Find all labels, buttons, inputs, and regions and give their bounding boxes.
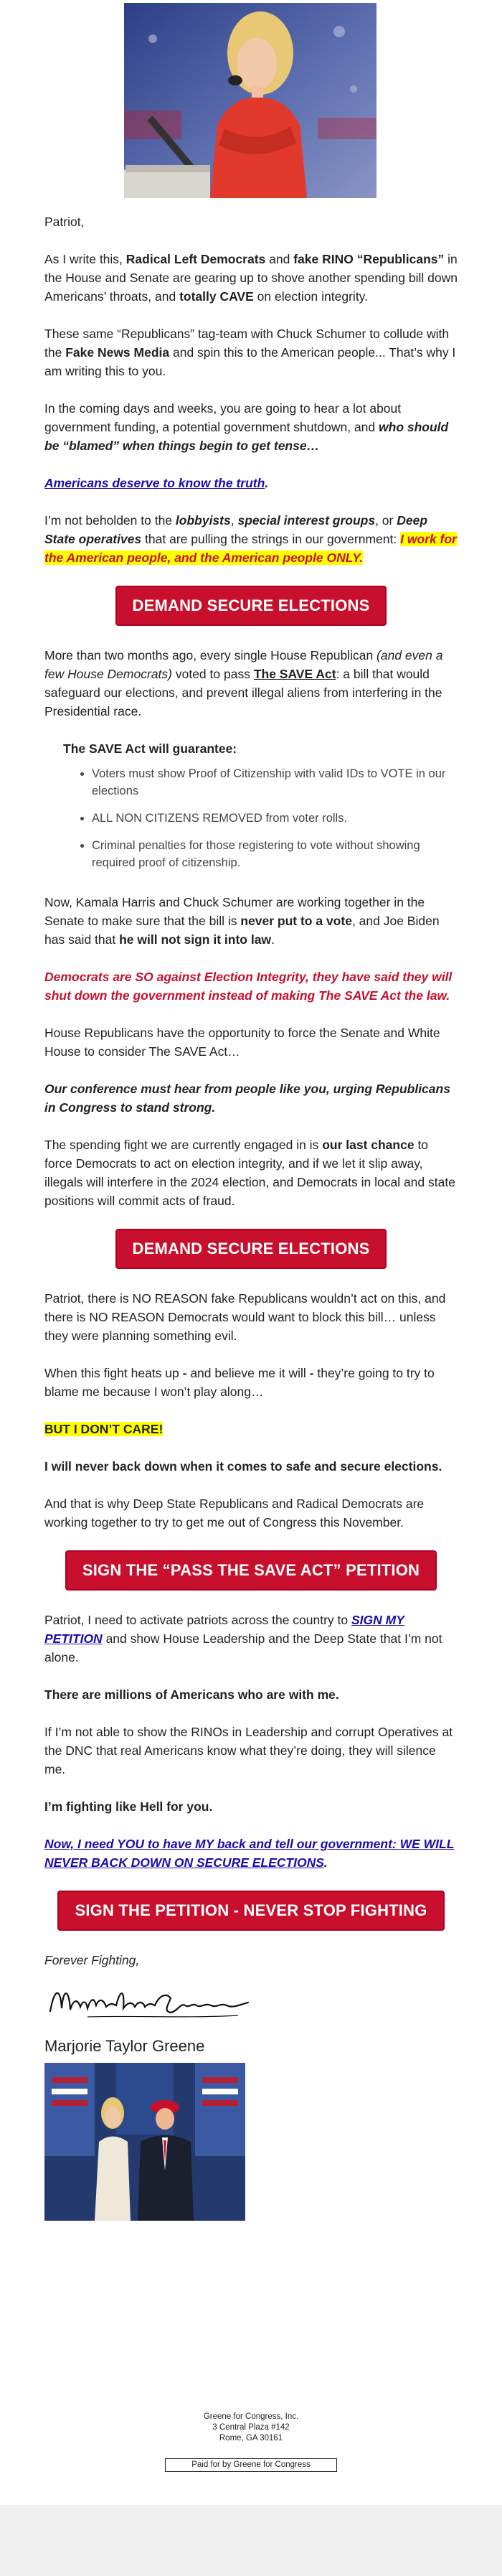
sign-my-petition-link[interactable]: SIGN MY PETITION [44, 1613, 404, 1646]
demand-secure-elections-button[interactable]: DEMAND SECURE ELECTIONS [115, 1229, 387, 1269]
text: The spending fight we are currently engaged in is [44, 1138, 323, 1152]
text-bold: I will never back down when it comes to safe and secure elections. [44, 1459, 442, 1474]
paragraph-conference [44, 1079, 458, 1117]
greeting: Patriot, [44, 215, 85, 229]
footer [0, 2412, 502, 2472]
demand-secure-elections-button[interactable]: DEMAND SECURE ELECTIONS [115, 586, 387, 626]
paragraph-fight-heats [44, 1364, 458, 1401]
text: When this fight heats up [44, 1366, 183, 1380]
paragraph-activate [44, 1611, 458, 1667]
have-my-back-link[interactable]: Now, I need YOU to have MY back and tell our government: WE WILL NEVER BACK DOWN ON SECURE ELECTIONS [44, 1837, 455, 1870]
text: they’re going to try to blame me because I won’t play along… [44, 1366, 435, 1399]
paragraph-harris-schumer [44, 893, 458, 949]
signature-graphic [44, 1974, 260, 2030]
button-row-4 [44, 1891, 458, 1931]
text-bold: never put to a vote [240, 914, 352, 928]
text: In the coming days and weeks, you are going to hear a lot about government funding, a potential government shutdown, and [44, 401, 402, 434]
text-bold: totally CAVE [179, 289, 254, 304]
text-bold: - [182, 1366, 187, 1380]
text-bold: fake RINO “Republicans” [293, 252, 445, 266]
text-bold: he will not sign it into law [119, 932, 272, 947]
save-act-name: The SAVE Act [253, 667, 336, 681]
email-body [44, 212, 458, 2221]
signature-image [44, 1974, 458, 2030]
list-item: • Criminal penalties for those registering to vote without showing required proof of citizenship. [92, 837, 458, 871]
text: , [230, 513, 238, 528]
paragraph-opportunity: House Republicans have the opportunity to force the Senate and White House to consider The SAVE Act… [44, 1026, 440, 1059]
text-bold: I’m fighting like Hell for you. [44, 1799, 213, 1814]
text: to force Democrats to act on election integrity, and if we let it slip away, illegals will interfere in the 2024 election, and Democrats in local and state positions will commit acts of fraud. [44, 1138, 455, 1208]
text: that are pulling the strings in our government: [141, 532, 401, 546]
hero-photo-graphic [124, 3, 376, 198]
highlighted-text: I work for the American people, and the American people ONLY. [44, 532, 457, 565]
paragraph-never-back-down [44, 1457, 458, 1476]
save-act-guarantees [63, 739, 458, 871]
paragraph-coming-days [44, 399, 458, 455]
text-bold: Radical Left Democrats [126, 252, 266, 266]
paragraph-silence: If I’m not able to show the RINOs in Leadership and corrupt Operatives at the DNC that real Americans know what they’re doing, they will silence me. [44, 1725, 453, 1776]
text: These same “Republicans” tag-team with Chuck Schumer to collude with the [44, 327, 450, 360]
signer-name: Marjorie Taylor Greene [44, 2037, 205, 2055]
text: More than two months ago, every single House Republican [44, 648, 377, 662]
text-bold-italic: who should be “blamed” when things begin to get tense… [44, 420, 449, 453]
paragraph-tag-team [44, 324, 458, 380]
text: I’m not beholden to the [44, 513, 176, 528]
save-act-heading: The SAVE Act will guarantee: [63, 741, 237, 756]
sign-petition-never-stop-button[interactable]: SIGN THE PETITION - NEVER STOP FIGHTING [57, 1891, 444, 1931]
paragraph-intro [44, 250, 458, 306]
highlighted-text: BUT I DON’T CARE! [44, 1422, 164, 1436]
text: on election integrity. [253, 289, 368, 304]
text-bold-italic: special interest groups [237, 513, 376, 528]
signoff [44, 1951, 458, 2221]
text: and [265, 252, 294, 266]
closing: Forever Fighting, [44, 1953, 140, 1967]
paragraph-millions [44, 1685, 458, 1704]
paragraph-beholden [44, 511, 458, 567]
text: As I write this, [44, 252, 126, 266]
hero-photo [124, 3, 376, 198]
paid-for-disclaimer: Paid for by Greene for Congress [165, 2458, 337, 2472]
text: , or [375, 513, 397, 528]
button-row-1 [44, 586, 458, 626]
paragraph-no-reason: Patriot, there is NO REASON fake Republicans wouldn’t act on this, and there is NO REASON Democrats would want to block this bill… unless they were planning something evil. [44, 1291, 446, 1343]
save-act-list [63, 765, 458, 871]
truth-link[interactable]: Americans deserve to know the truth [44, 476, 265, 490]
text-bold: - [309, 1366, 314, 1380]
paragraph-fighting [44, 1797, 458, 1816]
sign-petition-button[interactable]: SIGN THE “PASS THE SAVE ACT” PETITION [65, 1550, 437, 1591]
trump-greene-photo [44, 2063, 245, 2221]
text: voted to pass [171, 667, 254, 681]
paragraph-truth [44, 474, 458, 492]
paragraph-spending-fight [44, 1135, 458, 1210]
text: . [323, 1855, 328, 1870]
footer-address-1: 3 Central Plaza #142 [212, 2423, 290, 2432]
paragraph-two-months [44, 646, 458, 721]
text: and believe me it will [186, 1366, 310, 1380]
paragraph-have-my-back [44, 1835, 458, 1872]
text: , and Joe Biden has said that [44, 914, 440, 947]
paragraph-dont-care [44, 1420, 458, 1438]
text-bold-italic: lobbyists [175, 513, 231, 528]
text-bold: our last chance [322, 1138, 415, 1152]
text: in the House and Senate are gearing up to shove another spending bill down Americans’ throats, and [44, 252, 458, 304]
list-item: • Voters must show Proof of Citizenship with valid IDs to VOTE in our elections [92, 765, 458, 800]
text: : a bill that would safeguard our elections, and prevent illegal aliens from interfering in the Presidential race. [44, 667, 442, 718]
text-bold-italic: Our conference must hear from people like you, urging Republicans in Congress to stand strong. [44, 1082, 450, 1115]
text: . [265, 476, 269, 490]
list-item: • ALL NON CITIZENS REMOVED from voter rolls. [92, 810, 458, 827]
text-italic: (and even a few House Democrats) [44, 648, 443, 681]
text: and spin this to the American people... That’s why I am writing this to you. [44, 345, 456, 378]
text-bold: There are millions of Americans who are with me. [44, 1687, 339, 1702]
text-bold: Fake News Media [65, 345, 170, 360]
text-bold-italic: Deep State operatives [44, 513, 428, 546]
button-row-3 [44, 1550, 458, 1591]
text: . [271, 932, 275, 947]
text: Now, Kamala Harris and Chuck Schumer are working together in the Senate to make sure that the bill is [44, 895, 425, 928]
trump-greene-graphic [44, 2063, 245, 2221]
text: Patriot, I need to activate patriots across the country to [44, 1613, 351, 1627]
footer-address-2: Rome, GA 30161 [219, 2434, 283, 2442]
footer-org: Greene for Congress, Inc. [203, 2412, 299, 2421]
text: and show House Leadership and the Deep State that I’m not alone. [44, 1631, 442, 1664]
button-row-2 [44, 1229, 458, 1269]
paragraph-shutdown: Democrats are SO against Election Integrity, they have said they will shut down the government instead of making The SAVE Act the law. [44, 970, 453, 1003]
paragraph-deep-state: And that is why Deep State Republicans and Radical Democrats are working together to try to get me out of Congress this November. [44, 1497, 425, 1530]
